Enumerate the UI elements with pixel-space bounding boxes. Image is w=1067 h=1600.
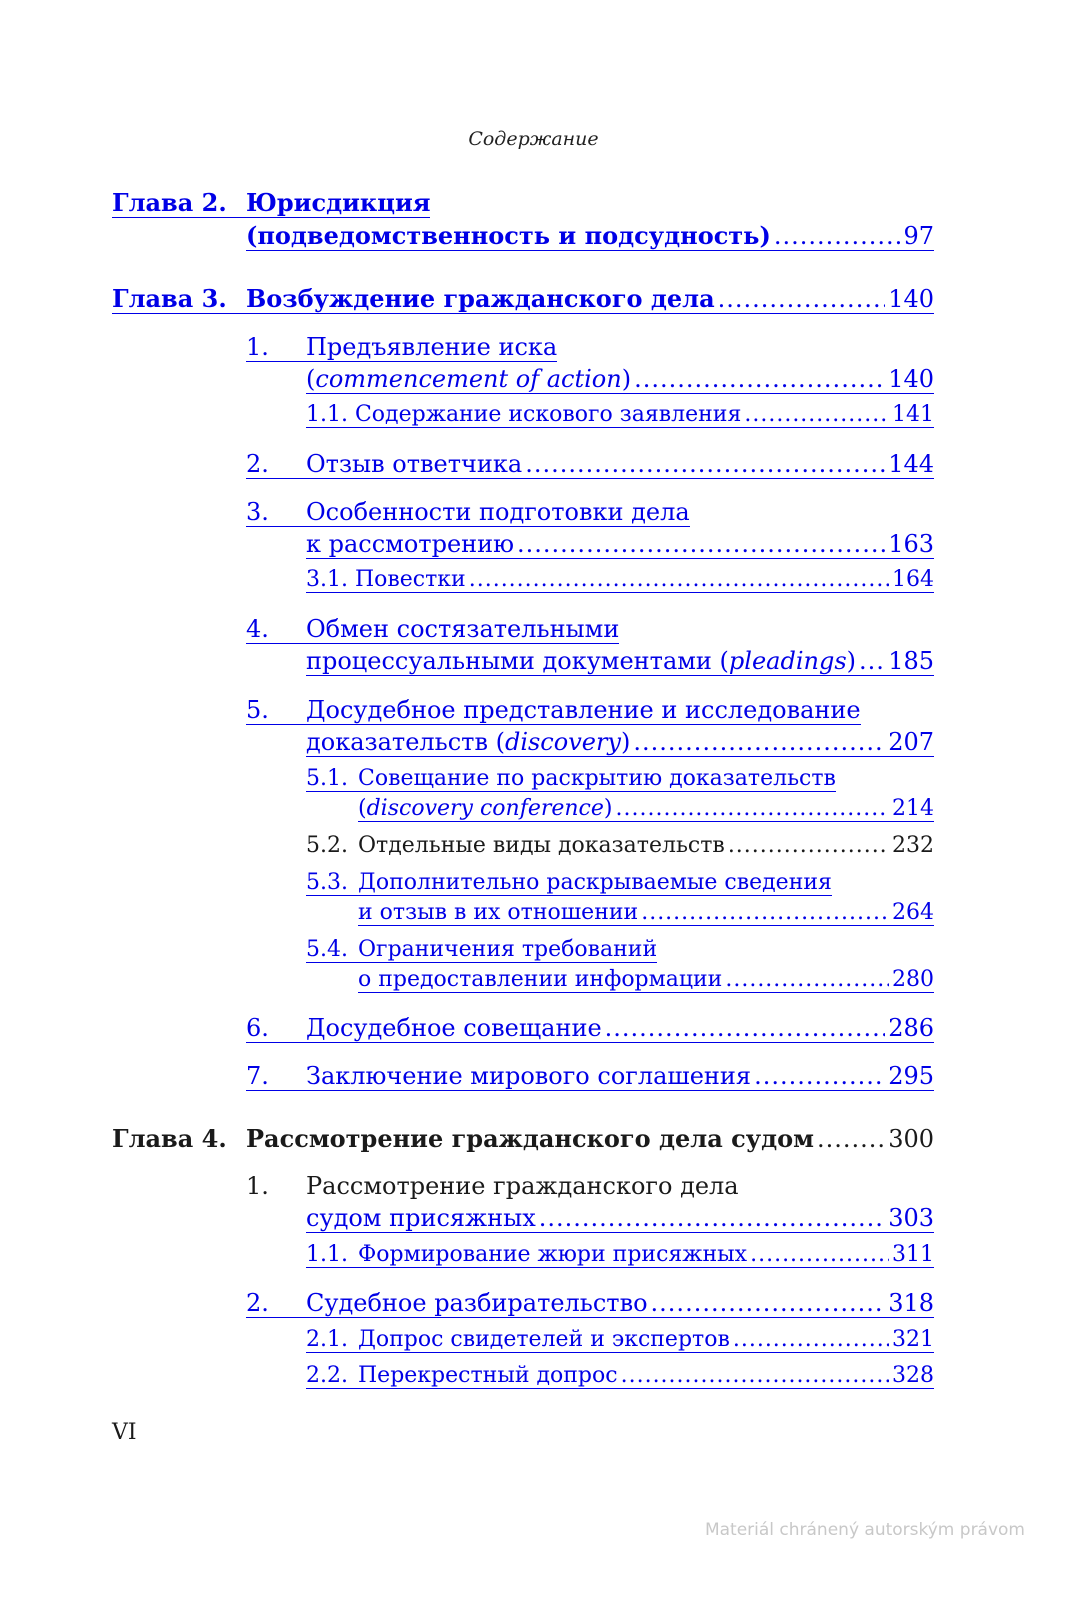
toc-s3-5-1-line1[interactable]: 5.1. Совещание по раскрытию доказательств xyxy=(306,766,836,791)
copyright-watermark: Materiál chránený autorským právom xyxy=(704,1520,1025,1540)
toc-s3-7[interactable]: 7. Заключение мирового соглашения ..... 295 xyxy=(246,1062,934,1091)
toc-s3-1-line2[interactable]: (commencement of action) ..... 140 xyxy=(306,365,934,394)
toc-s4-1-line1: 1. Рассмотрение гражданского дела xyxy=(246,1172,739,1200)
page-number: VI xyxy=(112,1420,137,1445)
toc-ch4: Глава 4. Рассмотрение гражданского дела судом ..... 300 xyxy=(112,1124,934,1153)
toc-s4-2-2[interactable]: 2.2. Перекрестный допрос ..... 328 xyxy=(306,1363,934,1389)
toc-s3-3-1[interactable]: 3.1. Повестки ..... 164 xyxy=(306,567,934,593)
toc-s3-2[interactable]: 2. Отзыв ответчика ..... 144 xyxy=(246,450,934,479)
toc-s4-2[interactable]: 2. Судебное разбирательство ..... 318 xyxy=(246,1289,934,1318)
toc-s3-5-4-line2[interactable]: о предоставлении информации ..... 280 xyxy=(358,967,934,993)
toc-s4-1-1[interactable]: 1.1. Формирование жюри присяжных ..... 311 xyxy=(306,1242,934,1268)
toc-s3-5-line2[interactable]: доказательств (discovery) ..... 207 xyxy=(306,728,934,757)
toc-s3-5-2: 5.2. Отдельные виды доказательств ..... 232 xyxy=(306,833,934,858)
toc-s3-5-3-line1[interactable]: 5.3. Дополнительно раскрываемые сведения xyxy=(306,870,832,895)
toc-s3-1-line1[interactable]: 1. Предъявление иска xyxy=(246,333,558,361)
toc-s3-3-line1[interactable]: 3. Особенности подготовки дела xyxy=(246,498,690,526)
toc-ch2-title-line1[interactable]: Юрисдикция xyxy=(246,188,431,217)
toc-s4-2-1[interactable]: 2.1. Допрос свидетелей и экспертов ..... 321 xyxy=(306,1327,934,1353)
toc-s3-5-1-line2[interactable]: (discovery conference) ..... 214 xyxy=(358,796,934,822)
toc-s3-4-line1[interactable]: 4. Обмен состязательными xyxy=(246,615,620,643)
toc-ch3[interactable]: Глава 3. Возбуждение гражданского дела ..... 140 xyxy=(112,284,934,314)
toc-s3-1-1[interactable]: 1.1. Содержание искового заявления ..... 141 xyxy=(306,402,934,428)
toc-s3-6[interactable]: 6. Досудебное совещание ..... 286 xyxy=(246,1014,934,1043)
running-header: Содержание xyxy=(468,128,599,150)
toc-s3-5-4-line1[interactable]: 5.4. Ограничения требований xyxy=(306,937,658,962)
toc-s3-3-line2[interactable]: к рассмотрению ..... 163 xyxy=(306,530,934,559)
toc-s3-4-line2[interactable]: процессуальными документами (pleadings) ..... 185 xyxy=(306,647,934,676)
toc-s3-5-line1[interactable]: 5. Досудебное представление и исследование xyxy=(246,696,861,724)
toc-ch2-title-line2[interactable]: (подведомственность и подсудность) ..... 97 xyxy=(246,221,934,251)
toc-s4-1-line2[interactable]: судом присяжных ..... 303 xyxy=(306,1204,934,1233)
toc-s3-5-3-line2[interactable]: и отзыв в их отношении ..... 264 xyxy=(358,900,934,926)
toc-ch2-label[interactable]: Глава 2. xyxy=(112,188,246,218)
